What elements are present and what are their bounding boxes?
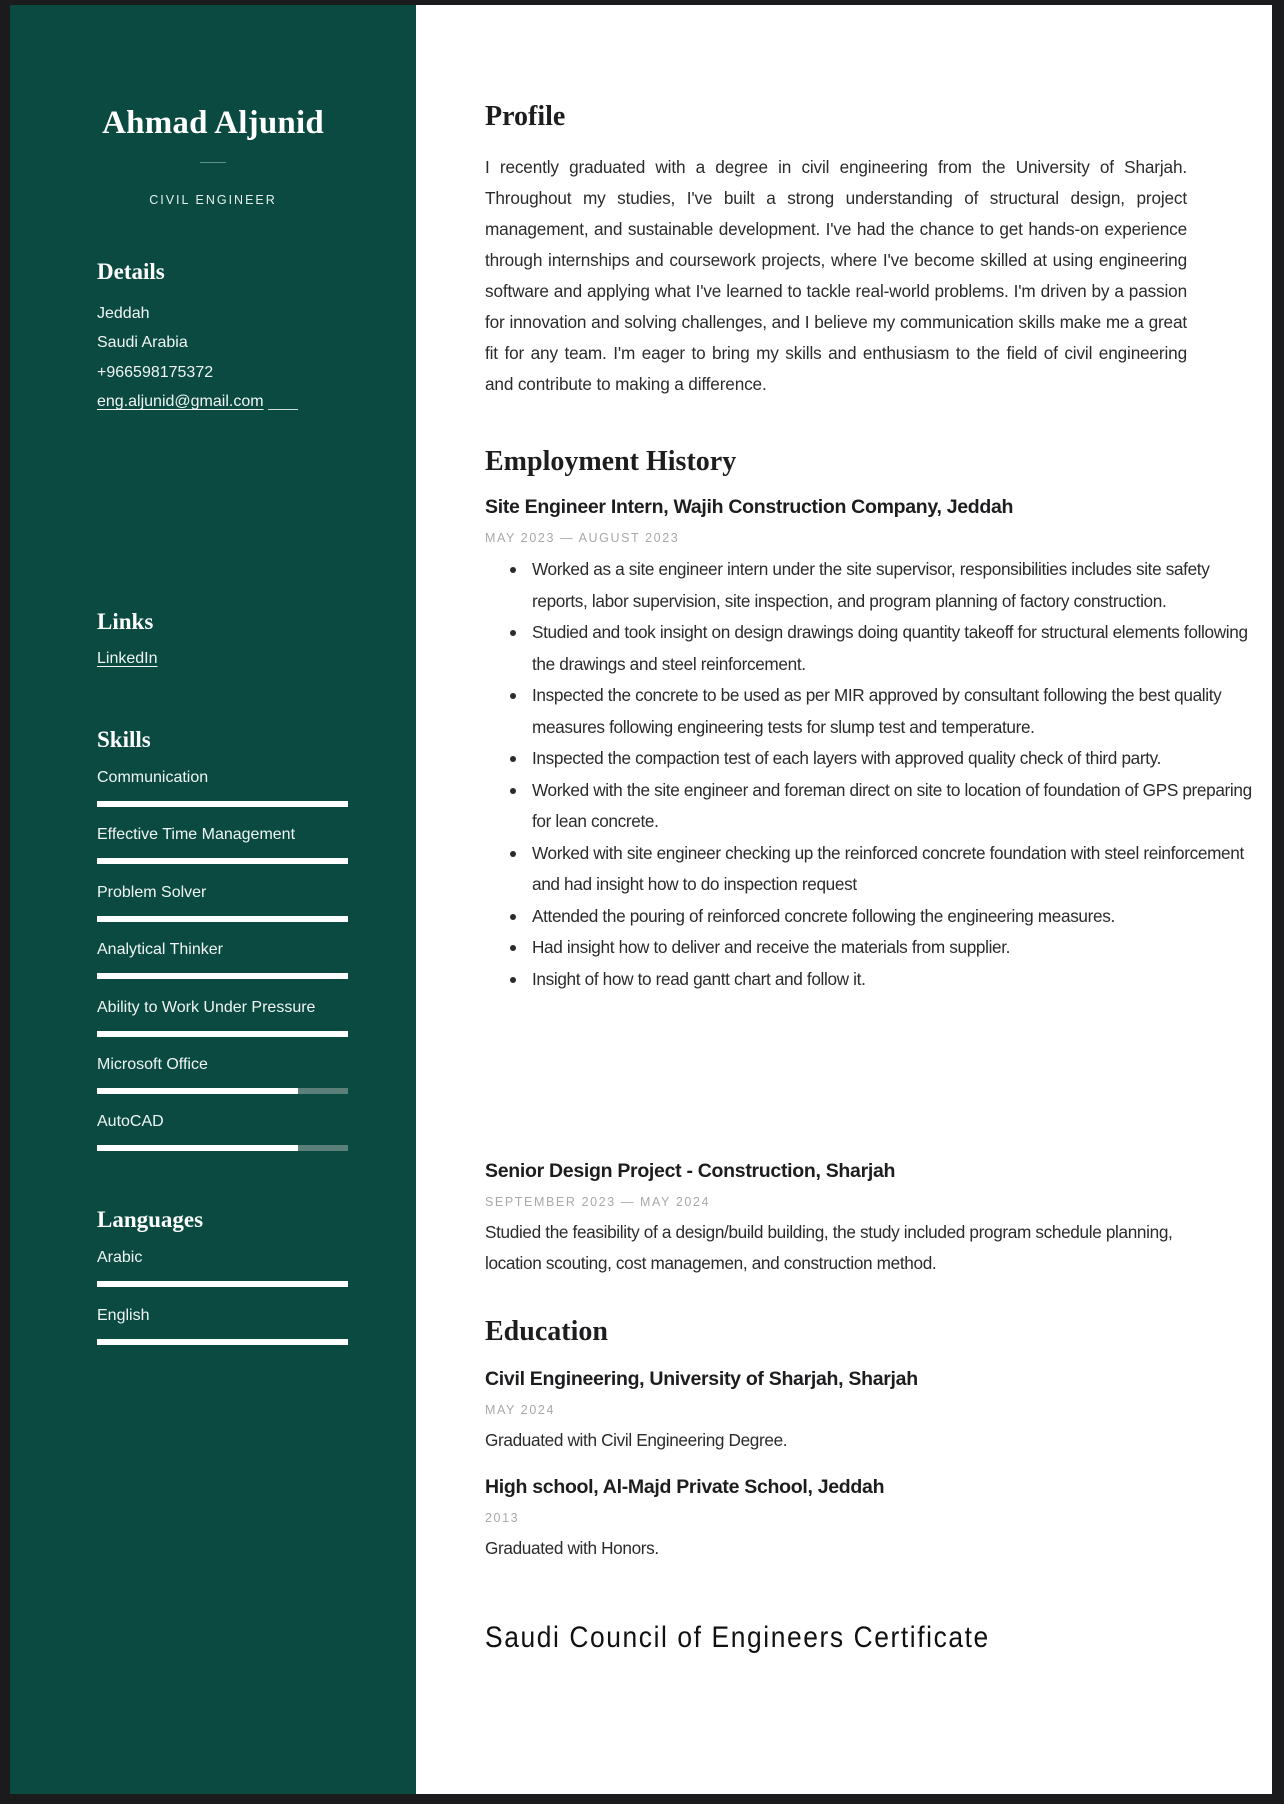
job-title: Senior Design Project - Construction, Sharjah bbox=[485, 1160, 896, 1182]
job-role: CIVIL ENGINEER bbox=[149, 193, 277, 207]
skill-level-fill bbox=[97, 1031, 348, 1037]
skill-level-bar bbox=[97, 1031, 348, 1037]
education-heading: Education bbox=[485, 1316, 608, 1347]
job-dates: SEPTEMBER 2023 — MAY 2024 bbox=[485, 1195, 711, 1209]
skill-level-bar bbox=[97, 1145, 348, 1151]
education-title: Civil Engineering, University of Sharjah, Sharjah bbox=[485, 1368, 918, 1390]
language-label: English bbox=[97, 1307, 150, 1324]
skill-level-fill bbox=[97, 916, 348, 922]
job-bullet: Had insight how to deliver and receive the materials from supplier. bbox=[532, 932, 1252, 964]
sidebar bbox=[10, 5, 416, 1794]
education-dates: 2013 bbox=[485, 1511, 520, 1525]
skill-level-fill bbox=[97, 801, 348, 807]
certificate-title: Saudi Council of Engineers Certificate bbox=[485, 1621, 990, 1654]
skill-label: Problem Solver bbox=[97, 884, 207, 901]
name-divider bbox=[200, 162, 226, 163]
details-city: Jeddah bbox=[97, 305, 150, 322]
skills-heading: Skills bbox=[97, 727, 151, 752]
skill-level-fill bbox=[97, 1145, 298, 1151]
details-email-link[interactable]: eng.aljunid@gmail.com bbox=[97, 393, 264, 410]
education-dates: MAY 2024 bbox=[485, 1403, 556, 1417]
language-label: Arabic bbox=[97, 1249, 143, 1266]
language-level-fill bbox=[97, 1339, 348, 1345]
skill-label: Effective Time Management bbox=[97, 826, 296, 843]
job-description: Studied the feasibility of a design/build building, the study included program schedule planning, location scouting, cost managemen, and construction method. bbox=[485, 1222, 1173, 1273]
job-title: Site Engineer Intern, Wajih Construction Company, Jeddah bbox=[485, 496, 1014, 518]
job-bullet: Worked with site engineer checking up the reinforced concrete foundation with steel reinforcement and had insight how to do inspection request bbox=[532, 838, 1252, 901]
skill-level-bar bbox=[97, 1088, 348, 1094]
skill-label: AutoCAD bbox=[97, 1113, 164, 1130]
linkedin-link[interactable]: LinkedIn bbox=[97, 650, 158, 667]
details-heading: Details bbox=[97, 259, 165, 284]
job-bullet: Inspected the concrete to be used as per MIR approved by consultant following the best quality measures following engineering tests for slump test and temperature. bbox=[532, 680, 1252, 743]
skill-level-bar bbox=[97, 916, 348, 922]
skill-level-fill bbox=[97, 858, 348, 864]
skill-level-fill bbox=[97, 973, 348, 979]
job-bullet: Inspected the compaction test of each layers with approved quality check of third party. bbox=[532, 743, 1252, 775]
email-underline-tail bbox=[268, 409, 298, 410]
links-heading: Links bbox=[97, 609, 154, 634]
skill-level-bar bbox=[97, 858, 348, 864]
skill-level-bar bbox=[97, 973, 348, 979]
details-email-row bbox=[97, 393, 298, 411]
job-bullet: Attended the pouring of reinforced concrete following the engineering measures. bbox=[532, 901, 1252, 933]
language-level-fill bbox=[97, 1281, 348, 1287]
language-level-bar bbox=[97, 1339, 348, 1345]
resume-page bbox=[10, 5, 1272, 1794]
skill-label: Ability to Work Under Pressure bbox=[97, 999, 316, 1016]
job-dates: MAY 2023 — AUGUST 2023 bbox=[485, 531, 680, 545]
main-content bbox=[485, 5, 1252, 1794]
education-title: High school, Al-Majd Private School, Jeddah bbox=[485, 1476, 885, 1498]
skill-label: Communication bbox=[97, 769, 209, 786]
details-country: Saudi Arabia bbox=[97, 334, 188, 351]
education-description: Graduated with Civil Engineering Degree. bbox=[485, 1430, 788, 1450]
employment-heading: Employment History bbox=[485, 446, 737, 477]
language-level-bar bbox=[97, 1281, 348, 1287]
job-bullet: Worked as a site engineer intern under the site supervisor, responsibilities includes site safety reports, labor supervision, site inspection, and program planning of factory construction. bbox=[532, 554, 1252, 617]
skill-label: Microsoft Office bbox=[97, 1056, 208, 1073]
languages-heading: Languages bbox=[97, 1207, 204, 1232]
profile-heading: Profile bbox=[485, 101, 566, 132]
skill-label: Analytical Thinker bbox=[97, 941, 223, 958]
job-bullet: Insight of how to read gantt chart and follow it. bbox=[532, 964, 1252, 996]
candidate-name: Ahmad Aljunid bbox=[102, 105, 324, 141]
education-description: Graduated with Honors. bbox=[485, 1538, 659, 1558]
job-bullet-list bbox=[485, 554, 1252, 995]
job-bullet: Worked with the site engineer and foreman direct on site to location of foundation of GPS preparing for lean concrete. bbox=[532, 775, 1252, 838]
skill-level-bar bbox=[97, 801, 348, 807]
skill-level-fill bbox=[97, 1088, 298, 1094]
details-phone: +966598175372 bbox=[97, 364, 214, 381]
job-bullet: Studied and took insight on design drawings doing quantity takeoff for structural elements following the drawings and steel reinforcement. bbox=[532, 617, 1252, 680]
profile-text: I recently graduated with a degree in civil engineering from the University of Sharjah. Throughout my studies, I've built a strong understanding of structural design, project management, and sustainable development. I've had the chance to get hands-on experience through internships and coursework projects, where I've become skilled at using engineering software and applying what I've learned to tackle real-world problems. I'm driven by a passion for innovation and solving challenges, and I believe my communication skills make me a great fit for any team. I'm eager to bring my skills and enthusiasm to the field of civil engineering and contribute to making a difference. bbox=[485, 157, 1187, 394]
